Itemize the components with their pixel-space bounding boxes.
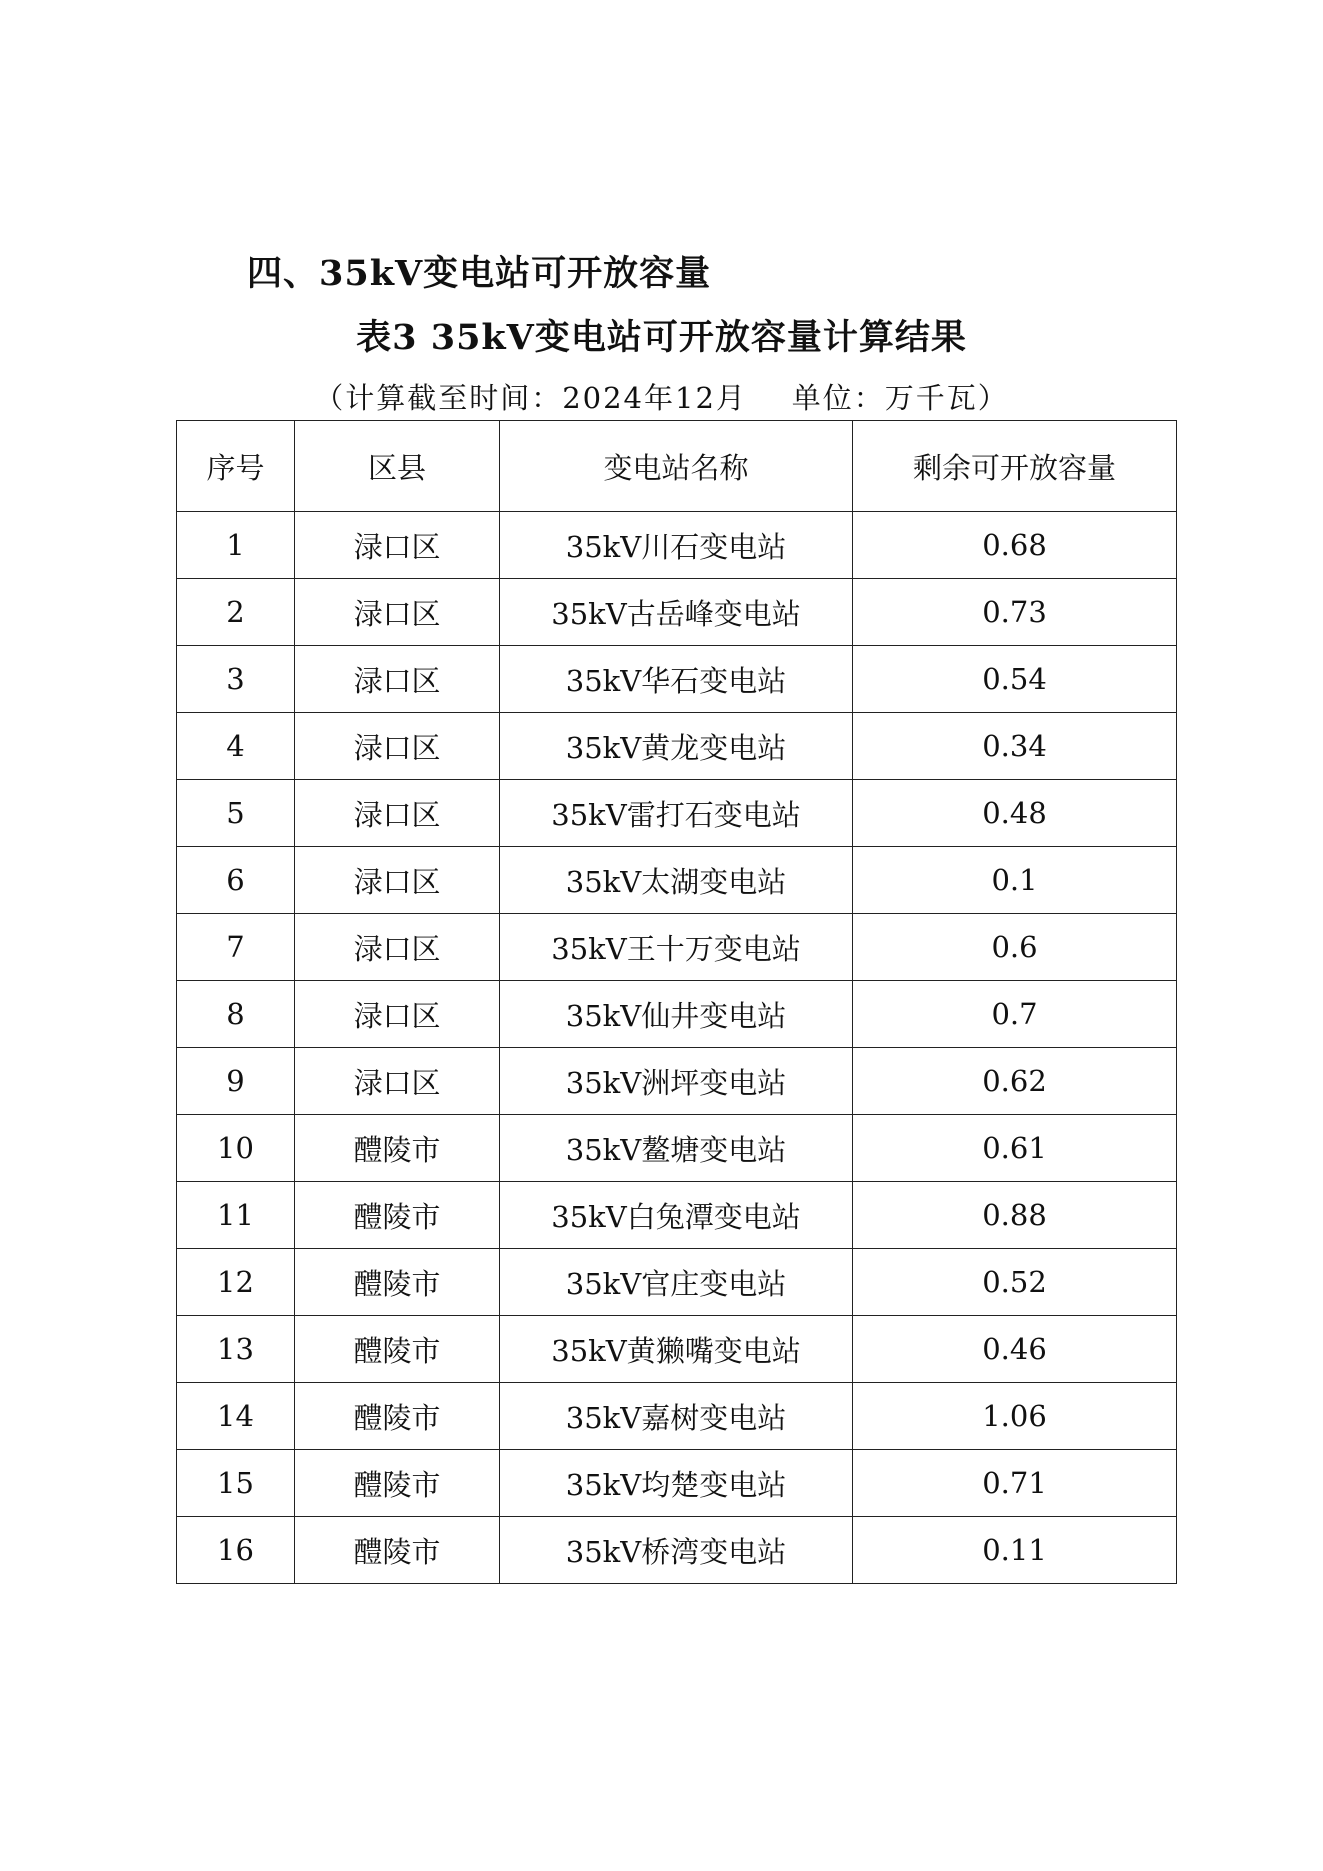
cell-district: 渌口区 (295, 579, 500, 646)
cell-index: 11 (177, 1182, 295, 1249)
header-substation-name: 变电站名称 (500, 421, 853, 512)
cell-index: 16 (177, 1517, 295, 1584)
cell-substation-name: 35kV桥湾变电站 (500, 1517, 853, 1584)
cell-district: 渌口区 (295, 847, 500, 914)
cell-remaining-capacity: 0.73 (853, 579, 1177, 646)
cell-remaining-capacity: 0.11 (853, 1517, 1177, 1584)
cell-index: 13 (177, 1316, 295, 1383)
cell-remaining-capacity: 0.46 (853, 1316, 1177, 1383)
table-row (177, 914, 1177, 981)
cell-district: 渌口区 (295, 981, 500, 1048)
table-row (177, 1115, 1177, 1182)
cell-index: 9 (177, 1048, 295, 1115)
cell-index: 15 (177, 1450, 295, 1517)
cell-index: 2 (177, 579, 295, 646)
cell-remaining-capacity: 0.52 (853, 1249, 1177, 1316)
cell-substation-name: 35kV雷打石变电站 (500, 780, 853, 847)
cell-substation-name: 35kV鳌塘变电站 (500, 1115, 853, 1182)
header-remaining-capacity: 剩余可开放容量 (853, 421, 1177, 512)
table-row (177, 1048, 1177, 1115)
cell-substation-name: 35kV黄龙变电站 (500, 713, 853, 780)
table-row (177, 981, 1177, 1048)
cell-remaining-capacity: 0.62 (853, 1048, 1177, 1115)
cell-substation-name: 35kV太湖变电站 (500, 847, 853, 914)
table-row (177, 713, 1177, 780)
cell-index: 6 (177, 847, 295, 914)
cell-remaining-capacity: 0.88 (853, 1182, 1177, 1249)
table-row (177, 1450, 1177, 1517)
cell-remaining-capacity: 0.1 (853, 847, 1177, 914)
cell-index: 10 (177, 1115, 295, 1182)
table-row (177, 579, 1177, 646)
cell-district: 醴陵市 (295, 1450, 500, 1517)
cell-district: 渌口区 (295, 1048, 500, 1115)
cell-index: 14 (177, 1383, 295, 1450)
table-row (177, 1383, 1177, 1450)
cell-substation-name: 35kV黄獭嘴变电站 (500, 1316, 853, 1383)
cell-remaining-capacity: 0.6 (853, 914, 1177, 981)
cell-district: 醴陵市 (295, 1182, 500, 1249)
cell-remaining-capacity: 0.48 (853, 780, 1177, 847)
table-row (177, 847, 1177, 914)
cell-remaining-capacity: 0.54 (853, 646, 1177, 713)
cell-remaining-capacity: 0.34 (853, 713, 1177, 780)
cell-district: 渌口区 (295, 646, 500, 713)
cell-substation-name: 35kV均楚变电站 (500, 1450, 853, 1517)
table-header-row (177, 421, 1177, 512)
cell-district: 醴陵市 (295, 1249, 500, 1316)
cell-substation-name: 35kV川石变电站 (500, 512, 853, 579)
cell-substation-name: 35kV官庄变电站 (500, 1249, 853, 1316)
cell-district: 渌口区 (295, 914, 500, 981)
cell-district: 醴陵市 (295, 1115, 500, 1182)
table-note: （计算截至时间：2024年12月 单位：万千瓦） (314, 381, 1009, 415)
cell-remaining-capacity: 0.61 (853, 1115, 1177, 1182)
table-row (177, 1316, 1177, 1383)
cell-substation-name: 35kV华石变电站 (500, 646, 853, 713)
cell-index: 12 (177, 1249, 295, 1316)
cell-substation-name: 35kV古岳峰变电站 (500, 579, 853, 646)
cell-remaining-capacity: 0.7 (853, 981, 1177, 1048)
cell-substation-name: 35kV王十万变电站 (500, 914, 853, 981)
cell-district: 醴陵市 (295, 1383, 500, 1450)
cell-district: 渌口区 (295, 780, 500, 847)
cell-index: 5 (177, 780, 295, 847)
cell-district: 渌口区 (295, 713, 500, 780)
table-row (177, 1249, 1177, 1316)
cell-index: 3 (177, 646, 295, 713)
header-index: 序号 (177, 421, 295, 512)
cell-index: 1 (177, 512, 295, 579)
cell-index: 4 (177, 713, 295, 780)
cell-index: 7 (177, 914, 295, 981)
cell-district: 渌口区 (295, 512, 500, 579)
cell-remaining-capacity: 0.68 (853, 512, 1177, 579)
cell-remaining-capacity: 1.06 (853, 1383, 1177, 1450)
table-row (177, 1517, 1177, 1584)
table-row (177, 780, 1177, 847)
table-row (177, 1182, 1177, 1249)
cell-substation-name: 35kV白兔潭变电站 (500, 1182, 853, 1249)
table-row (177, 646, 1177, 713)
capacity-table (176, 420, 1177, 1584)
cell-substation-name: 35kV仙井变电站 (500, 981, 853, 1048)
cell-index: 8 (177, 981, 295, 1048)
cell-substation-name: 35kV嘉树变电站 (500, 1383, 853, 1450)
cell-district: 醴陵市 (295, 1517, 500, 1584)
cell-district: 醴陵市 (295, 1316, 500, 1383)
section-heading: 四、35kV变电站可开放容量 (247, 253, 712, 294)
cell-remaining-capacity: 0.71 (853, 1450, 1177, 1517)
cell-substation-name: 35kV洲坪变电站 (500, 1048, 853, 1115)
header-district: 区县 (295, 421, 500, 512)
table-title: 表3 35kV变电站可开放容量计算结果 (356, 317, 967, 358)
table-row (177, 512, 1177, 579)
